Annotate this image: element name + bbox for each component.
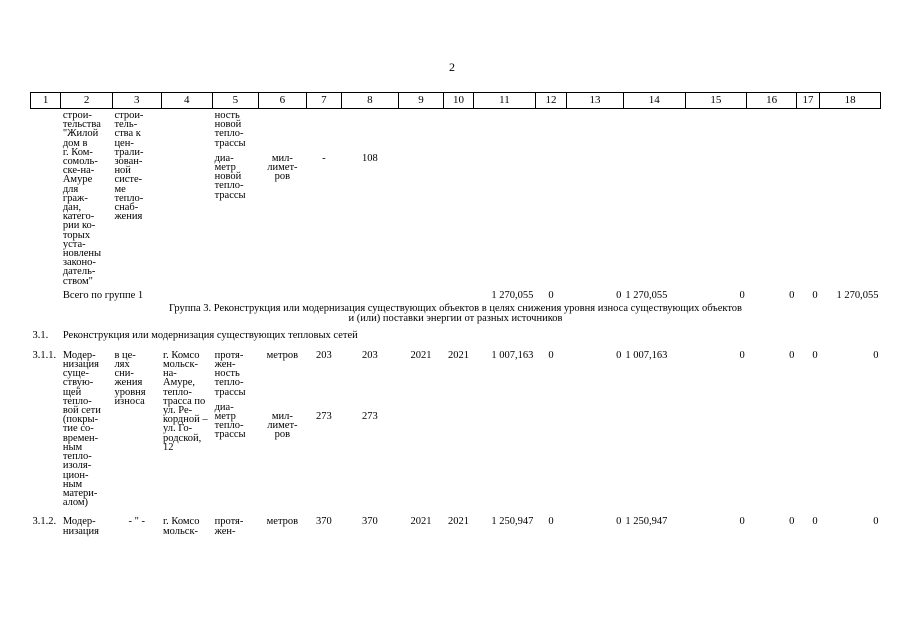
group3-heading <box>31 301 881 324</box>
r311-col6: метров мил- лимет- ров <box>258 341 307 507</box>
r312-col5 <box>213 507 259 535</box>
header-col-8: 8 <box>341 93 399 109</box>
text-line: трассы <box>214 189 246 201</box>
text-line: протя- <box>214 516 244 528</box>
text-line: дом в <box>62 137 88 149</box>
r311-col7: 203 273 <box>316 349 332 423</box>
total-group1-row: Всего по группе 1 1 270,055 0 0 1 270,055 0 0 0 1 270,055 <box>31 286 881 301</box>
header-col-10: 10 <box>443 93 473 109</box>
page-number: 2 <box>449 60 455 74</box>
text-line: метр <box>214 162 236 174</box>
header-col-11: 11 <box>474 93 536 109</box>
r311-col8: 203 273 <box>362 349 378 423</box>
text-line: сни- <box>114 368 134 380</box>
text-line: ров <box>274 171 291 183</box>
header-col-5: 5 <box>213 93 259 109</box>
text-line: щей <box>62 386 82 398</box>
text-line: лимет- <box>267 420 298 432</box>
header-col-16: 16 <box>747 93 797 109</box>
text-line: ства к <box>114 128 141 140</box>
text-line: тие со- <box>62 423 94 435</box>
text-line: протя- <box>214 349 244 361</box>
text-line: ной <box>114 165 131 177</box>
text-line: тепло- <box>214 420 244 432</box>
text-line: ным <box>62 441 83 453</box>
header-col-7: 7 <box>307 93 341 109</box>
text-line: времен- <box>62 432 99 444</box>
text-line: трассы <box>214 429 246 441</box>
cont-col6 <box>258 109 307 286</box>
text-line: ность <box>214 110 240 121</box>
r311-col4 <box>161 341 213 507</box>
text-line: на- <box>163 368 177 380</box>
text-line: зован- <box>114 156 143 168</box>
header-col-4: 4 <box>161 93 213 109</box>
text-line: ске-на- <box>62 165 95 177</box>
row-3-1-1: 3.1.1. Модер- низация суще- ствую- щей тепло- вой сети (покры- тие со- времен- ным тепло- изоля- цион- ным матери- алом) в це- лях сни- жения уровня износа г. Комсо мольск- на- Амуре, тепло- трасса по ул. Ре- кордной – ул. Го- родской, 12 протя- жен- ность тепло- трассы диа- метр тепло- трассы метров мил- лимет- ров 203 273 203 273 2021 2021 1 007,163 0 0 1 007,163 0 0 0 0 <box>31 341 881 507</box>
text-line: новой <box>214 171 242 183</box>
section-number: 3.1. <box>32 329 49 341</box>
header-col-14: 14 <box>623 93 685 109</box>
text-line: трассы <box>214 386 246 398</box>
text-line: и (или) поставки энергии от разных источников <box>348 312 563 324</box>
text-line: тепло- <box>62 395 92 407</box>
text-line: изоля- <box>62 460 92 472</box>
row-3-1-2: 3.1.2. Модер- низация - " - г. Комсо мольск- протя- жен- метров 370 370 2021 2021 1 250,947 0 0 1 250,947 0 0 0 0 <box>31 507 881 535</box>
header-col-13: 13 <box>567 93 624 109</box>
text-line: матери- <box>62 487 98 499</box>
text-line: Модер- <box>62 349 96 361</box>
text-line: "Жилой <box>62 128 99 140</box>
text-line: родской, <box>163 432 202 444</box>
text-line: Группа 3. Реконструкция или модернизация существующих объектов в целях снижения уровня износа существующих объектов <box>168 302 743 314</box>
group3-heading-row <box>31 301 881 324</box>
r312-col2 <box>61 507 113 535</box>
text-line: датель- <box>62 266 96 278</box>
total-label: Всего по группе 1 <box>62 289 144 301</box>
text-line: суще- <box>62 368 89 380</box>
text-line: тель- <box>114 119 138 131</box>
section-3-1-row <box>31 324 881 341</box>
text-line: ством" <box>62 275 93 287</box>
text-line: ным <box>62 478 83 490</box>
text-line: метр <box>214 411 236 423</box>
text-line: снаб- <box>114 202 139 214</box>
r311-col5 <box>213 341 259 507</box>
text-line: низация <box>62 359 99 371</box>
text-line: тельства <box>62 119 101 131</box>
text-line: трассы <box>214 137 246 149</box>
text-line: новой <box>214 119 242 131</box>
text-line: уста- <box>62 238 86 250</box>
text-line: тепло- <box>114 192 144 204</box>
text-line: г. Комсо <box>163 516 200 528</box>
r312-col4 <box>161 507 213 535</box>
text-line: жен- <box>214 525 236 537</box>
text-line: диа- <box>214 152 234 164</box>
text-line: мольск- <box>163 359 199 371</box>
text-line: строи- <box>62 110 92 121</box>
text-line: жения <box>114 211 143 223</box>
text-line: ул. Го- <box>163 423 193 435</box>
text-line: систе- <box>114 174 143 186</box>
header-col-1: 1 <box>31 93 61 109</box>
text-line: лимет- <box>267 162 298 174</box>
text-line: лях <box>114 359 130 371</box>
text-line: диа- <box>214 401 234 413</box>
text-line: в це- <box>114 349 136 361</box>
cont-col5 <box>213 109 259 286</box>
text-line: рии ко- <box>62 220 96 232</box>
text-line: мил- <box>271 411 293 423</box>
text-line: г. Ком- <box>62 146 93 158</box>
cont-col8: 108 <box>362 153 378 164</box>
text-line: строи- <box>114 110 144 121</box>
text-line: износа <box>114 395 145 407</box>
text-line: ствую- <box>62 377 94 389</box>
header-row <box>31 93 881 109</box>
r311-col3 <box>112 341 161 507</box>
header-col-12: 12 <box>535 93 566 109</box>
text-line: сомоль- <box>62 156 98 168</box>
text-line: тепло- <box>214 180 244 192</box>
text-line: (покры- <box>62 414 99 426</box>
text-line: жения <box>114 377 143 389</box>
cont-col7: - <box>322 153 326 164</box>
continuation-row <box>31 109 881 286</box>
text-line: алом) <box>62 497 89 509</box>
text-line: ность <box>214 368 240 380</box>
text-line: дан, <box>62 202 82 214</box>
text-line: законо- <box>62 257 96 269</box>
text-line: вой сети <box>62 405 101 417</box>
text-line: трали- <box>114 146 144 158</box>
text-line: г. Комсо <box>163 349 200 361</box>
section-title: Реконструкция или модернизация существующих тепловых сетей <box>62 329 358 341</box>
text-line: низация <box>62 525 99 537</box>
r311-col2 <box>61 341 113 507</box>
text-line: новлены <box>62 248 102 260</box>
text-line: ров <box>274 429 291 441</box>
text-line: ул. Ре- <box>163 405 193 417</box>
header-col-3: 3 <box>112 93 161 109</box>
text-line: трасса по <box>163 395 206 407</box>
text-line: мил- <box>271 153 293 164</box>
header-col-18: 18 <box>820 93 881 109</box>
text-line: Амуре, <box>163 377 196 389</box>
header-col-9: 9 <box>399 93 444 109</box>
header-col-15: 15 <box>685 93 747 109</box>
text-line: тепло- <box>62 451 92 463</box>
text-line: граж- <box>62 192 88 204</box>
text-line: тепло- <box>163 386 192 398</box>
header-col-2: 2 <box>61 93 113 109</box>
text-line: кордной – <box>163 414 208 426</box>
text-line: для <box>62 183 79 195</box>
text-line: цион- <box>62 469 89 481</box>
header-col-17: 17 <box>796 93 819 109</box>
text-line: тепло- <box>214 128 244 140</box>
text-line: тепло- <box>214 377 244 389</box>
text-line: Модер- <box>62 516 96 528</box>
header-col-6: 6 <box>258 93 307 109</box>
text-line: жен- <box>214 359 236 371</box>
text-line: ме <box>114 183 126 195</box>
text-line: уровня <box>114 386 146 398</box>
text-line: катего- <box>62 211 95 223</box>
text-line: торых <box>62 229 91 241</box>
text-line: цен- <box>114 137 134 149</box>
text-line: 12 <box>163 441 174 453</box>
text-line: Амуре <box>62 174 93 186</box>
text-line: мольск- <box>163 525 199 537</box>
cont-col2 <box>61 109 113 286</box>
cont-col3 <box>112 109 161 286</box>
investment-program-table <box>30 92 881 536</box>
